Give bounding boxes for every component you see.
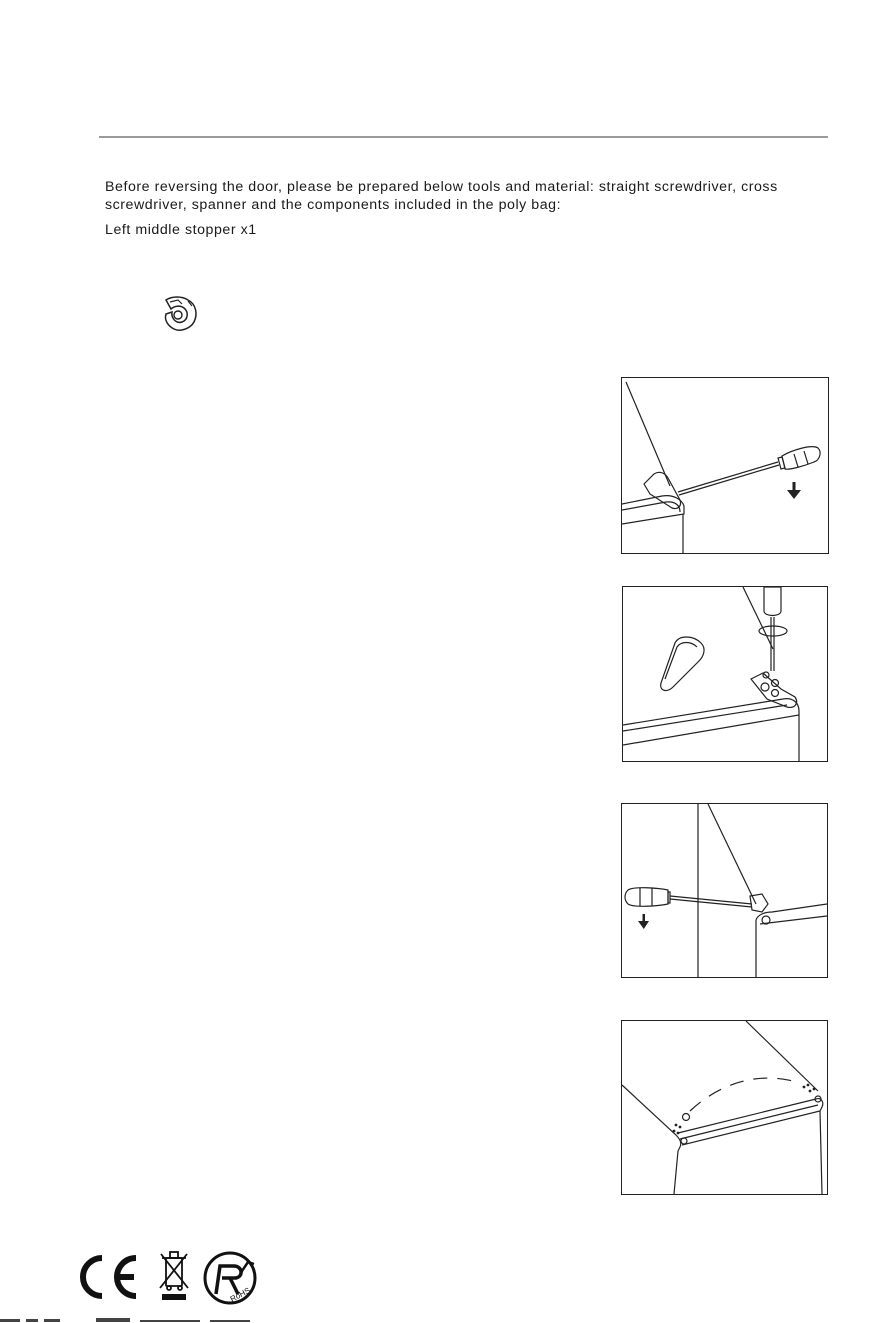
step-figure-unscrew-hinge xyxy=(622,586,828,762)
ce-mark-icon xyxy=(83,1258,136,1296)
middle-stopper-icon xyxy=(158,294,200,334)
intro-paragraph xyxy=(105,178,825,214)
weee-crossed-bin-icon xyxy=(160,1252,188,1300)
certification-marks xyxy=(70,1248,270,1310)
intro-line-2: screwdriver, spanner and the components included in the poly bag: xyxy=(105,197,562,213)
parts-list-item: Left middle stopper x1 xyxy=(105,222,257,238)
intro-line-1: Before reversing the door, please be prepared below tools and material: straight screwdriver, cross xyxy=(105,179,778,195)
step-figure-remove-hinge-cover xyxy=(621,377,829,554)
footer-print-strip xyxy=(0,1318,260,1323)
rohs-label: RoHS xyxy=(228,1285,252,1304)
step-figure-lift-door xyxy=(621,1020,828,1195)
step-figure-remove-opposite-cover xyxy=(621,803,828,978)
header-divider xyxy=(99,136,828,138)
